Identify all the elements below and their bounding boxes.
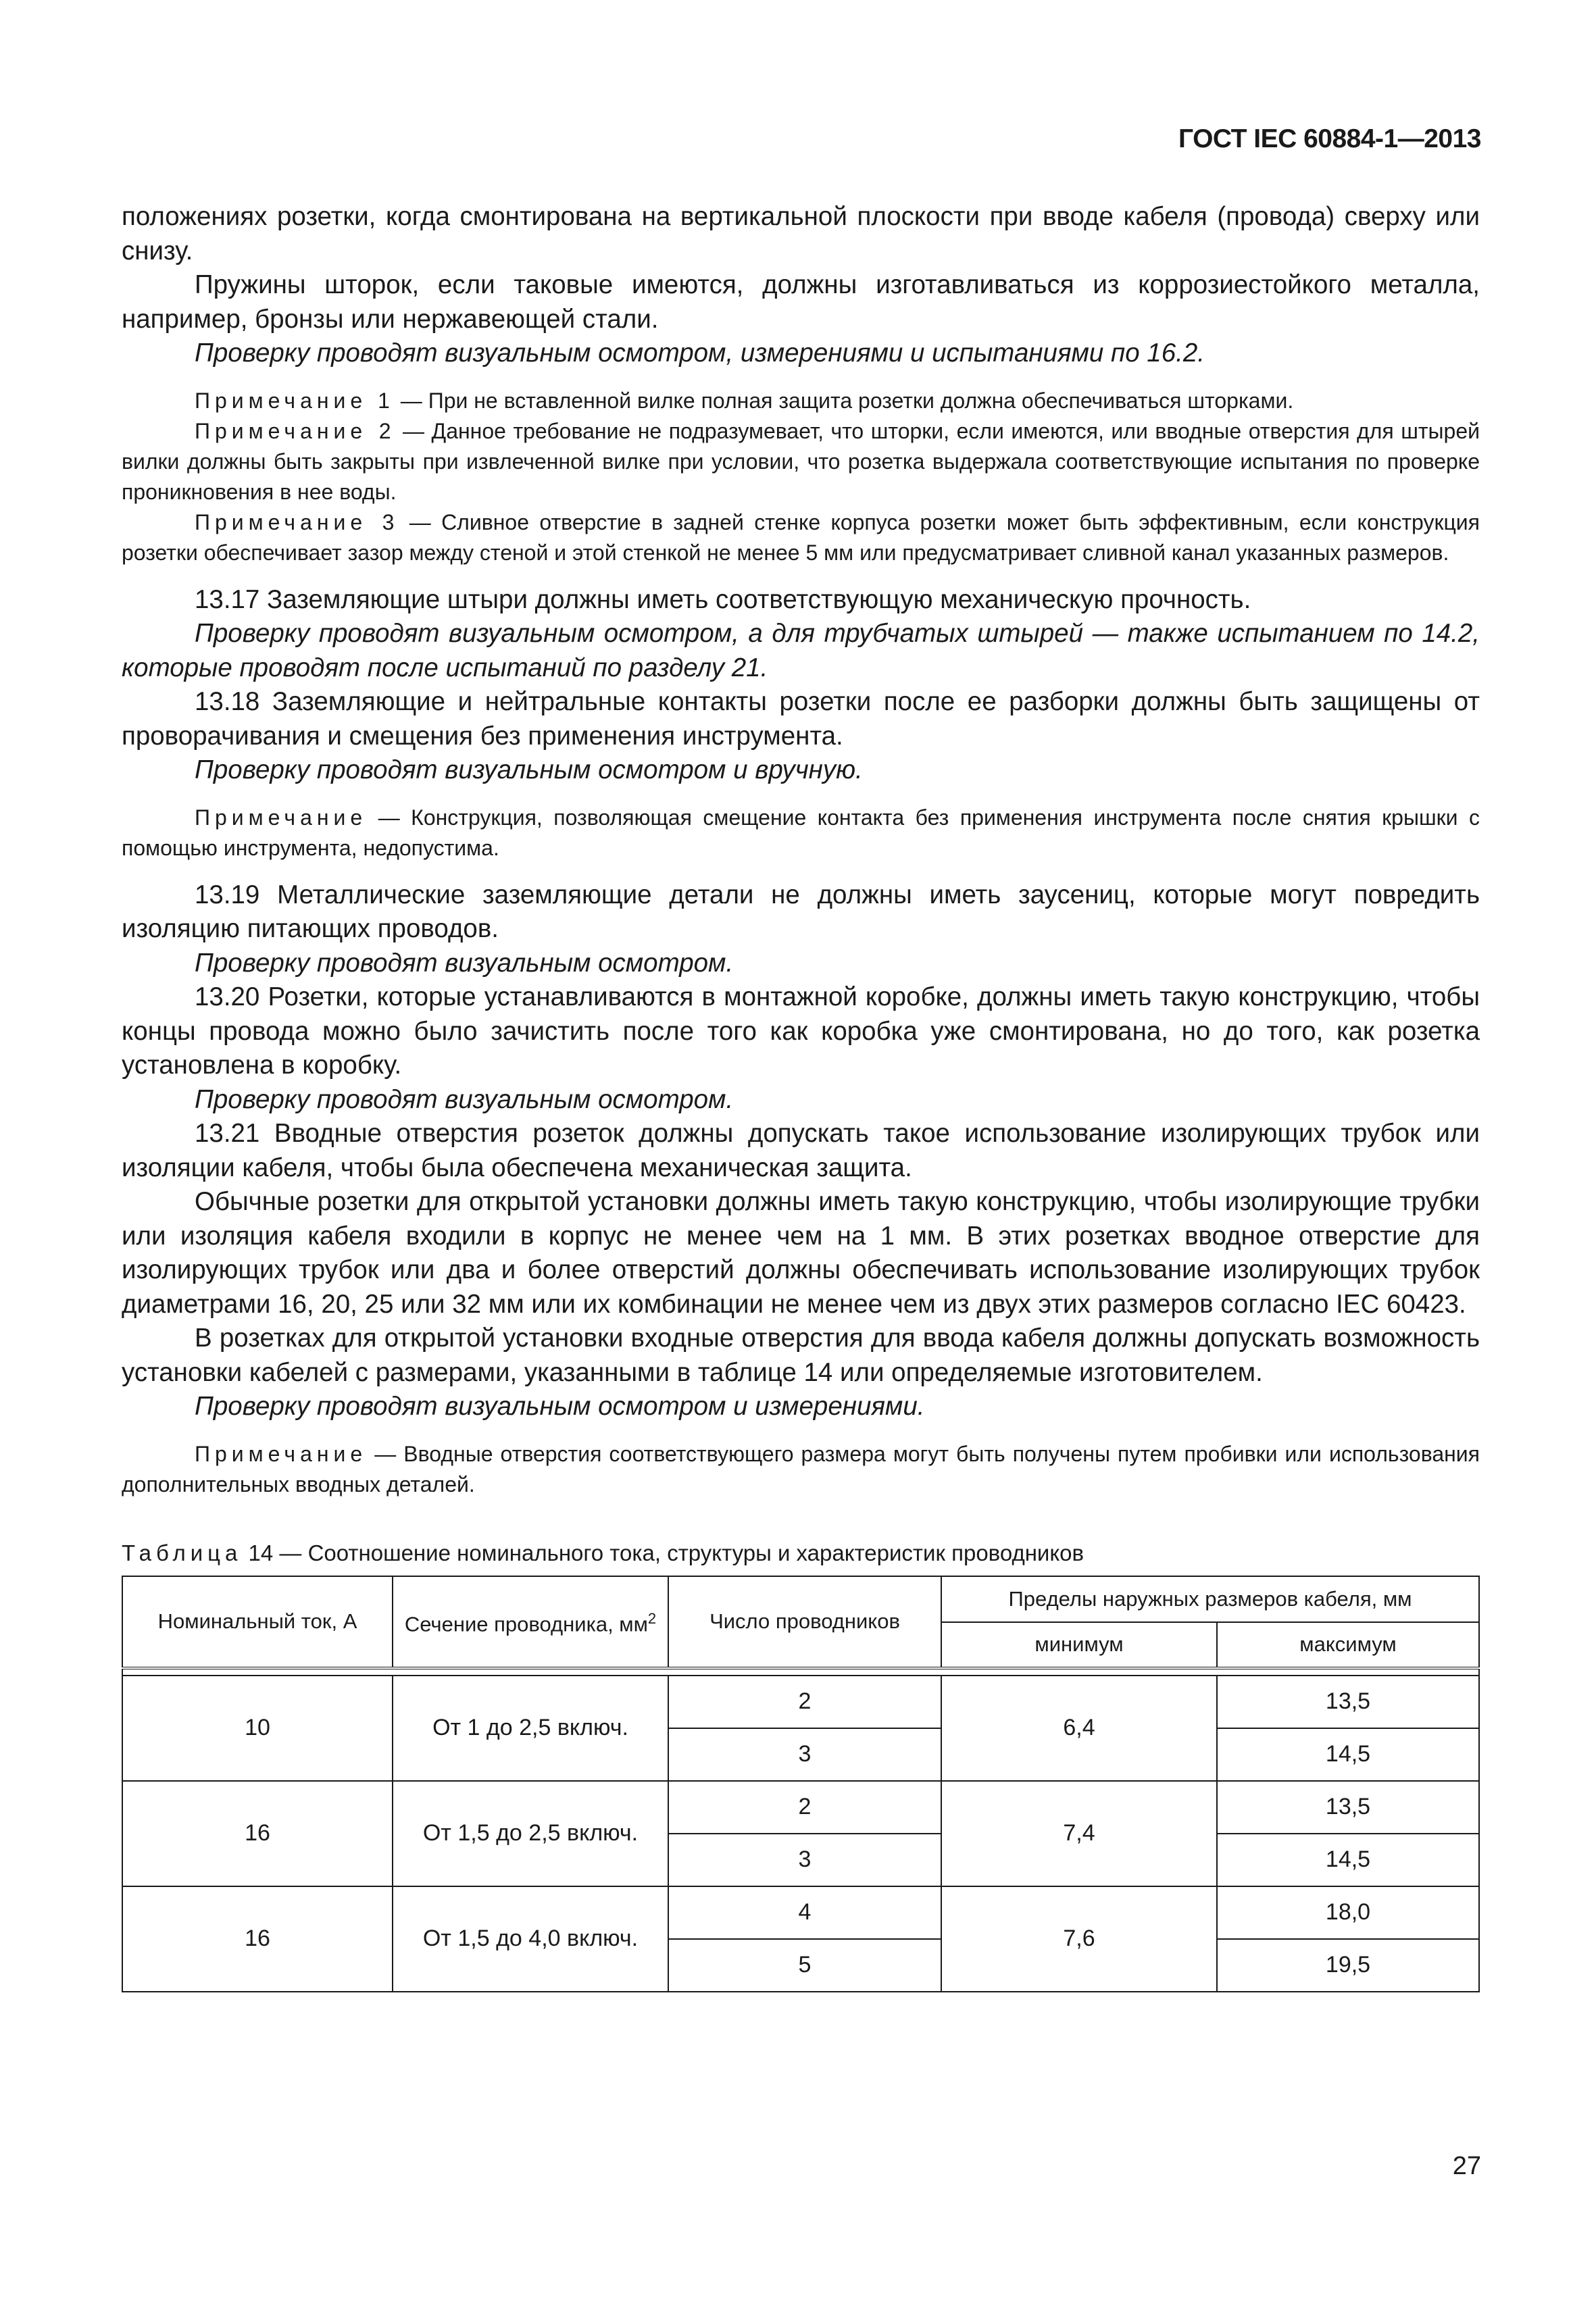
note-3 [122,507,1480,568]
header-max: максимум [1217,1622,1479,1668]
paragraph: 13.18 Заземляющие и нейтральные контакты розетки после ее разборки должны быть защищены от проворачивания и смещения без применения инструмента. [122,687,1480,751]
paragraph: 13.20 Розетки, которые устанавливаются в монтажной коробке, должны иметь такую конструкцию, чтобы концы провода можно было зачистить после того как коробка уже смонтирована, но до того, как розетка установлена в коробку. [122,982,1480,1080]
paragraph: положениях розетки, когда смонтирована на вертикальной плоскости при вводе кабеля (провода) сверху или снизу. [122,202,1480,266]
cable-table [122,1576,1480,1992]
paragraph: 13.19 Металлические заземляющие детали не должны иметь заусениц, которые могут повредить изоляцию питающих проводов. [122,880,1480,943]
cell-current: 16 [122,1781,393,1886]
header-limits: Пределы наружных размеров кабеля, мм [941,1576,1479,1622]
note-text: — При не вставленной вилке полная защита розетки должна обеспечиваться шторками. [394,388,1294,413]
cell-section: От 1,5 до 4,0 включ. [393,1886,668,1992]
cell-current: 16 [122,1886,393,1992]
note-2 [122,416,1480,507]
note-text: — Конструкция, позволяющая смещение контакта без применения инструмента после снятия крышки с помощью инструмента, недопустима. [122,805,1480,860]
paragraph: В розетках для открытой установки входные отверстия для ввода кабеля должны допускать возможность установки кабелей с размерами, указанными в таблице 14 или определяемые изготовителем. [122,1324,1480,1387]
note-label: Примечание 2 [195,418,396,443]
table-separator [122,1668,1479,1676]
paragraph-check: Проверку проводят визуальным осмотром. [195,1084,734,1114]
cell-current: 10 [122,1676,393,1781]
note-label: Примечание [195,1441,368,1466]
header-section [393,1576,668,1668]
paragraph-check: Проверку проводят визуальным осмотром, а для трубчатых штырей — также испытанием по 14.2, которые проводят после испытаний по разделу 21. [122,619,1480,682]
cell-count: 2 [668,1781,941,1834]
header-min: минимум [941,1622,1217,1668]
cell-section: От 1 до 2,5 включ. [393,1676,668,1781]
cell-min: 7,6 [941,1886,1217,1992]
cell-count: 3 [668,1834,941,1886]
cell-count: 5 [668,1939,941,1992]
cell-min: 6,4 [941,1676,1217,1781]
document-body [122,200,1480,1992]
paragraph-check: Проверку проводят визуальным осмотром. [195,948,734,978]
paragraph: 13.17 Заземляющие штыри должны иметь соответствующую механическую прочность. [195,584,1251,614]
cell-max: 14,5 [1217,1834,1479,1886]
paragraph-check: Проверку проводят визуальным осмотром, измерениями и испытаниями по 16.2. [195,338,1205,368]
paragraph-check: Проверку проводят визуальным осмотром и измерениями. [195,1392,925,1421]
header-section-sup: 2 [647,1609,657,1627]
table-caption [122,1540,1480,1566]
cell-max: 13,5 [1217,1676,1479,1728]
table-caption-label: Таблица [122,1540,243,1565]
paragraph-check: Проверку проводят визуальным осмотром и вручную. [195,755,863,784]
document-header: ГОСТ IEC 60884-1—2013 [1178,124,1481,153]
note-text: — Данное требование не подразумевает, что шторки, если имеются, или вводные отверстия для штырей вилки должны быть закрыты при извлеченной вилке при условии, что розетка выдержала соответствующие испытания по проверке проникновения в нее воды. [122,418,1480,504]
cell-max: 13,5 [1217,1781,1479,1834]
header-section-text: Сечение проводника, мм [404,1612,648,1636]
table-row [122,1676,1479,1728]
cell-max: 14,5 [1217,1728,1479,1781]
table-caption-text: 14 — Соотношение номинального тока, структуры и характеристик проводников [242,1540,1084,1565]
paragraph: Пружины шторок, если таковые имеются, должны изготавливаться из коррозиестойкого металла, например, бронзы или нержавеющей стали. [122,270,1480,334]
paragraph: Обычные розетки для открытой установки должны иметь такую конструкцию, чтобы изолирующие трубки или изоляция кабеля входили в корпус не менее чем на 1 мм. В этих розетках вводное отверстие для изолирующих трубок или два и более отверстий должны обеспечивать использование изолирующих трубок диаметрами 16, 20, 25 или 32 мм или их комбинации не менее чем из двух этих размеров согласно IEC 60423. [122,1187,1480,1319]
cell-max: 18,0 [1217,1886,1479,1939]
paragraph: 13.21 Вводные отверстия розеток должны допускать такое использование изолирующих трубок или изоляции кабеля, чтобы была обеспечена механическая защита. [122,1119,1480,1182]
note [122,803,1480,863]
note [122,1439,1480,1500]
header-count: Число проводников [668,1576,941,1668]
table-row [122,1886,1479,1939]
note-text: — Сливное отверстие в задней стенке корпуса розетки может быть эффективным, если конструкция розетки обеспечивает зазор между стеной и этой стенкой не менее 5 мм или предусматривает сливной канал указанных размеров. [122,509,1480,565]
cell-min: 7,4 [941,1781,1217,1886]
header-current: Номинальный ток, А [122,1576,393,1668]
note-label: Примечание 1 [195,388,395,413]
cell-count: 4 [668,1886,941,1939]
note-text: — Вводные отверстия соответствующего размера могут быть получены путем пробивки или использования дополнительных вводных деталей. [122,1441,1480,1496]
note-label: Примечание 3 [195,509,399,534]
note-1 [122,386,1480,416]
table-row [122,1781,1479,1834]
cell-count: 2 [668,1676,941,1728]
page-number: 27 [1452,2152,1481,2180]
cell-max: 19,5 [1217,1939,1479,1992]
note-label: Примечание [195,805,368,830]
cell-section: От 1,5 до 2,5 включ. [393,1781,668,1886]
cell-count: 3 [668,1728,941,1781]
